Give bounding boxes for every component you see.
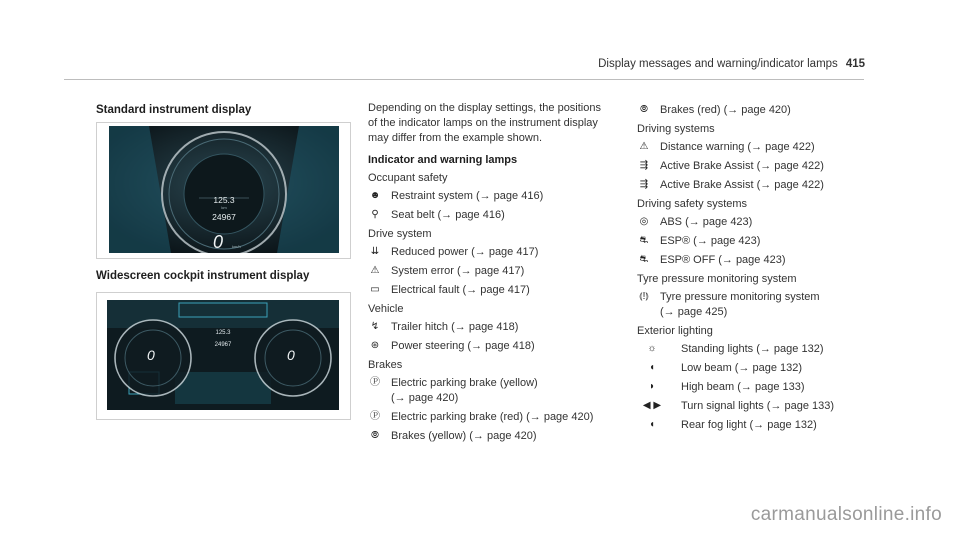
- parking-brake-icon: Ⓟ: [370, 377, 380, 388]
- intro-paragraph: [368, 101, 624, 146]
- abs-icon: ◎: [639, 216, 649, 227]
- brakes-red-icon: ⦾: [640, 104, 648, 115]
- section-label: Driving systems: [637, 123, 715, 135]
- section-label: Occupant safety: [368, 172, 448, 184]
- lamp-list-item: [637, 253, 877, 268]
- seat-belt-icon: ⚲: [371, 209, 379, 220]
- lamp-section: [637, 324, 877, 433]
- standing-lights-icon: ☼: [647, 343, 657, 354]
- trailer-hitch-icon: ↯: [370, 321, 380, 332]
- heading-widescreen-display: Widescreen cockpit instrument display: [96, 270, 310, 282]
- speed-unit: km/h: [232, 244, 241, 249]
- intro-line: may differ from the example shown.: [368, 132, 543, 144]
- trip-unit: km: [221, 205, 227, 210]
- high-beam-icon: ◗: [648, 381, 656, 392]
- lamp-description: [660, 215, 752, 230]
- lamp-list-item: [637, 215, 877, 230]
- right-sections: [637, 122, 877, 433]
- lamp-description-line: System error (→ page 417): [391, 265, 525, 277]
- right-top-item: [637, 103, 877, 118]
- rear-fog-light-icon: ◖: [648, 419, 656, 430]
- lamp-description: [391, 189, 543, 204]
- lamp-description: [660, 290, 820, 320]
- lamp-description-line: Tyre pressure monitoring system: [660, 291, 820, 303]
- lamp-description-line: ESP® OFF (→ page 423): [660, 254, 786, 266]
- lamp-description: [391, 339, 535, 354]
- lamp-description: [391, 283, 530, 298]
- running-header: [598, 58, 865, 70]
- lamp-description-line: Restraint system (→ page 416): [391, 190, 544, 202]
- lamp-list-item: [368, 320, 624, 335]
- lamp-list-item: [637, 178, 877, 193]
- standard-display-graphic: [109, 126, 339, 253]
- lamp-description-line: Distance warning (→ page 422): [660, 141, 815, 153]
- active-brake-assist-icon: ⇶: [639, 160, 649, 171]
- lamp-description-line: ESP® (→ page 423): [660, 235, 761, 247]
- lamp-description: [391, 208, 505, 223]
- lamp-list-item: [368, 189, 624, 204]
- lamp-description-line: Brakes (red) (→ page 420): [660, 104, 791, 116]
- power-steering-icon: ⊛: [370, 340, 380, 351]
- header-title: Display messages and warning/indicator lamps: [598, 58, 838, 70]
- lamp-description-line: Electric parking brake (red) (→ page 420): [391, 411, 594, 423]
- brakes-yellow-icon: ⦾: [371, 430, 379, 441]
- left-gauge-value: 0: [147, 347, 155, 363]
- lamp-list-item: [368, 429, 624, 444]
- lamp-list-item: [637, 399, 877, 414]
- lamp-description-line: Trailer hitch (→ page 418): [391, 321, 519, 333]
- lamp-list-item: [368, 264, 624, 279]
- lamp-list-item: [637, 380, 877, 395]
- esp-icon: ⛐: [639, 235, 649, 246]
- lamp-list-item: [637, 159, 877, 174]
- lamp-description-line: Standing lights (→ page 132): [681, 343, 824, 355]
- battery-icon: ▭: [370, 284, 380, 295]
- lamp-section: [637, 197, 877, 268]
- lamp-description: [660, 178, 824, 193]
- lamp-list-item: [637, 140, 877, 155]
- lamp-list-item: [368, 208, 624, 223]
- active-brake-assist-off-icon: ⇶: [639, 179, 649, 190]
- lamp-description: [681, 361, 802, 376]
- lamp-description: [660, 140, 815, 155]
- lamp-section: [368, 302, 624, 354]
- lamp-description-line: Active Brake Assist (→ page 422): [660, 179, 824, 191]
- lamp-list-item: [368, 376, 624, 406]
- lamp-description: [391, 320, 518, 335]
- lamp-list-item: [637, 103, 877, 118]
- lamp-description: [660, 234, 760, 249]
- lamp-list-item: [368, 245, 624, 260]
- lamp-description: [681, 418, 817, 433]
- low-beam-icon: ◖: [648, 362, 656, 373]
- watermark: carmanualsonline.info: [750, 504, 942, 525]
- section-label: Exterior lighting: [637, 325, 713, 337]
- lamp-description: [660, 253, 786, 268]
- heading-standard-display: Standard instrument display: [96, 104, 252, 116]
- wide-trip-value: 125.3: [215, 330, 231, 336]
- lamp-list-item: [637, 234, 877, 249]
- lamp-list-item: [637, 290, 877, 320]
- reduced-power-icon: ⇊: [370, 246, 380, 257]
- right-gauge-value: 0: [287, 347, 295, 363]
- lamp-list-item: [368, 339, 624, 354]
- lamp-description: [391, 376, 538, 406]
- section-label: Vehicle: [368, 303, 404, 315]
- lamp-description-line: Reduced power (→ page 417): [391, 246, 539, 258]
- lamp-description: [681, 342, 823, 357]
- right-column: [637, 101, 877, 437]
- page-number: 415: [845, 58, 865, 70]
- section-label: Tyre pressure monitoring system: [637, 273, 797, 285]
- lamp-description: [391, 245, 538, 260]
- speed-value: 0: [213, 232, 224, 252]
- lamp-description-line: Active Brake Assist (→ page 422): [660, 160, 824, 172]
- standard-display-figure: [96, 122, 351, 259]
- lamp-description-line: Power steering (→ page 418): [391, 340, 535, 352]
- lamp-description: [391, 264, 524, 279]
- section-label: Brakes: [368, 359, 403, 371]
- lamp-section: [368, 227, 624, 298]
- lamp-description-line: Seat belt (→ page 416): [391, 209, 505, 221]
- lamp-description-line: ABS (→ page 423): [660, 216, 753, 228]
- wide-odometer-value: 24967: [214, 342, 232, 348]
- lamp-section: [368, 171, 624, 223]
- turn-signal-icon: ◀ ▶: [642, 400, 662, 411]
- lamp-section: [368, 358, 624, 444]
- header-rule: [64, 79, 864, 80]
- lamp-description: [660, 159, 824, 174]
- middle-column: [368, 101, 624, 448]
- distance-warning-icon: ⚠: [639, 141, 649, 152]
- lamp-description: [681, 399, 834, 414]
- lamp-description: [391, 410, 593, 425]
- lamp-description-line: Turn signal lights (→ page 133): [681, 400, 835, 412]
- lamp-description-line: (→ page 425): [660, 306, 728, 318]
- lamp-description-line: (→ page 420): [391, 392, 459, 404]
- lamp-description-line: Electrical fault (→ page 417): [391, 284, 530, 296]
- lamp-list-item: [637, 418, 877, 433]
- tyre-pressure-icon: ⦅!⦆: [639, 291, 649, 302]
- widescreen-display-figure: [96, 292, 351, 420]
- trip-value: 125.3: [213, 195, 235, 205]
- lamp-description-line: High beam (→ page 133): [681, 381, 805, 393]
- esp-off-icon: ⛐: [639, 254, 649, 265]
- lamp-description-line: Low beam (→ page 132): [681, 362, 803, 374]
- lamp-description-line: Rear fog light (→ page 132): [681, 419, 817, 431]
- middle-sections: [368, 171, 624, 444]
- lamp-list-item: [368, 283, 624, 298]
- section-label: Driving safety systems: [637, 198, 748, 210]
- parking-brake-red-icon: Ⓟ: [370, 411, 380, 422]
- lamp-list-item: [368, 410, 624, 425]
- lamp-description: [681, 380, 805, 395]
- widescreen-display-graphic: [107, 300, 339, 410]
- lamp-description-line: Brakes (yellow) (→ page 420): [391, 430, 537, 442]
- lamp-section: [637, 272, 877, 320]
- lamp-section: [637, 122, 877, 193]
- odometer-value: 24967: [212, 212, 236, 222]
- lamp-description-line: Electric parking brake (yellow): [391, 377, 538, 389]
- lamp-list-item: [637, 361, 877, 376]
- intro-line: Depending on the display settings, the positions: [368, 102, 601, 114]
- lamp-description: [660, 103, 791, 118]
- widescreen-display-screen: [107, 300, 339, 410]
- intro-line: of the indicator lamps on the instrument display: [368, 117, 598, 129]
- lamp-description: [391, 429, 537, 444]
- section-label: Drive system: [368, 228, 432, 240]
- lamp-list-item: [637, 342, 877, 357]
- airbag-icon: ☻: [369, 190, 381, 201]
- system-error-icon: ⚠: [370, 265, 380, 276]
- indicator-lamps-heading: Indicator and warning lamps: [368, 154, 518, 166]
- standard-display-screen: [109, 126, 339, 253]
